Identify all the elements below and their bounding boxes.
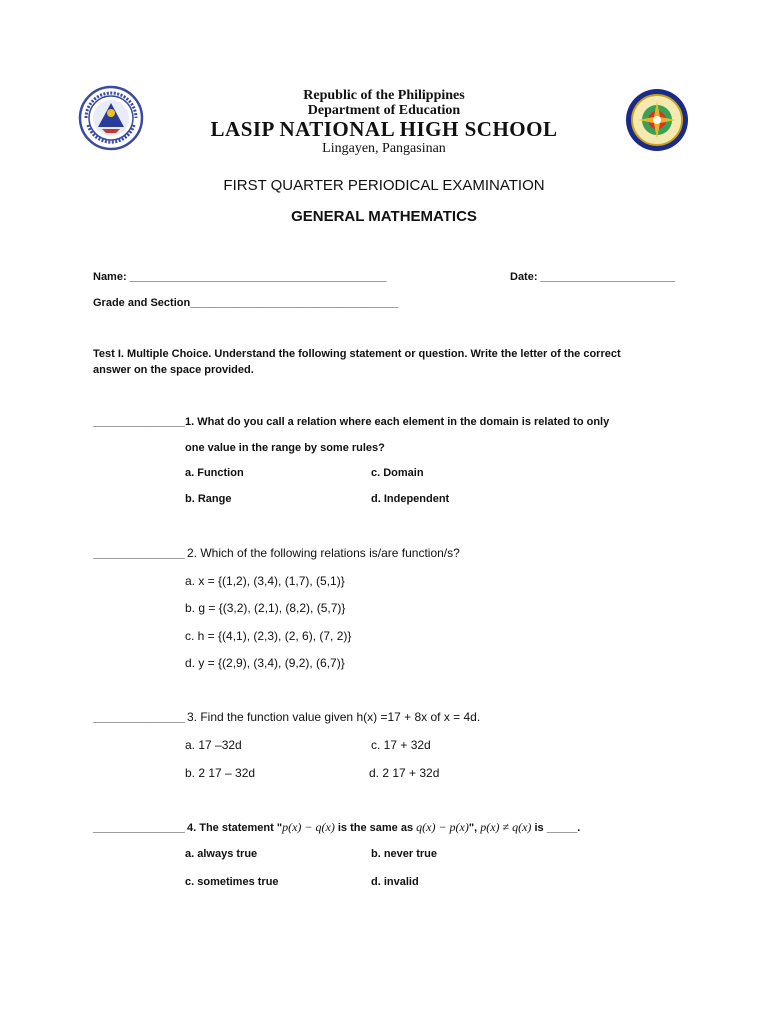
q1-option-a: a. Function	[185, 467, 244, 479]
q3-text: 3. Find the function value given h(x) =17 + 8x of x = 4d.	[187, 710, 481, 724]
q4-expr-3: p(x) ≠ q(x)	[480, 820, 532, 834]
q1-option-d: d. Independent	[371, 493, 450, 505]
q1-option-b: b. Range	[185, 493, 232, 505]
q4-text-mid-2: ",	[468, 822, 481, 834]
q4-option-a: a. always true	[185, 848, 258, 860]
q4-expr-2: q(x) − p(x)	[416, 820, 469, 834]
q2-option-a: a. x = {(1,2), (3,4), (1,7), (5,1)}	[185, 574, 345, 588]
q2-answer-blank[interactable]: _______________	[93, 548, 185, 560]
date-field[interactable]: Date: ______________________	[510, 271, 676, 283]
q3-option-c: c. 17 + 32d	[371, 738, 431, 752]
q2-option-d: d. y = {(2,9), (3,4), (9,2), (6,7)}	[185, 656, 345, 670]
exam-title: FIRST QUARTER PERIODICAL EXAMINATION	[223, 177, 545, 194]
q4-expr-1: p(x) − q(x)	[282, 820, 335, 834]
school-location: Lingayen, Pangasinan	[322, 141, 446, 156]
grade-section-field[interactable]: Grade and Section__________________________________	[93, 297, 399, 309]
q1-text-line-1: 1. What do you call a relation where each element in the domain is related to only	[185, 416, 610, 428]
school-name: LASIP NATIONAL HIGH SCHOOL	[210, 117, 558, 141]
republic-heading: Republic of the Philippines	[303, 88, 465, 103]
q1-text-line-2: one value in the range by some rules?	[185, 442, 385, 454]
q1-answer-blank[interactable]: _______________	[93, 416, 185, 428]
q3-option-a: a. 17 –32d	[185, 738, 242, 752]
q4-option-d: d. invalid	[371, 876, 419, 888]
q3-option-d: d. 2 17 + 32d	[369, 766, 440, 780]
instructions-line-2: answer on the space provided.	[93, 364, 254, 376]
q2-text: 2. Which of the following relations is/are function/s?	[187, 546, 460, 560]
q1-option-c: c. Domain	[371, 467, 424, 479]
q4-option-c: c. sometimes true	[185, 876, 279, 888]
department-heading: Department of Education	[307, 103, 461, 118]
q2-option-c: c. h = {(4,1), (2,3), (2, 6), (7, 2)}	[185, 629, 352, 643]
name-field[interactable]: Name: __________________________________________	[93, 271, 387, 283]
q4-answer-blank[interactable]: _______________	[93, 822, 185, 834]
q2-option-b: b. g = {(3,2), (2,1), (8,2), (5,7)}	[185, 601, 346, 615]
q4-option-b: b. never true	[371, 848, 438, 860]
subject-title: GENERAL MATHEMATICS	[291, 208, 477, 225]
instructions-line-1: Test I. Multiple Choice. Understand the following statement or question. Write the letter of the correct	[93, 348, 621, 360]
q3-answer-blank[interactable]: _______________	[93, 712, 185, 724]
q4-text-mid: is the same as	[334, 822, 417, 834]
q4-text-suffix: is _____.	[531, 822, 581, 834]
q3-option-b: b. 2 17 – 32d	[185, 766, 256, 780]
q4-text-prefix: 4. The statement "	[187, 822, 283, 834]
q4-text	[187, 820, 580, 835]
